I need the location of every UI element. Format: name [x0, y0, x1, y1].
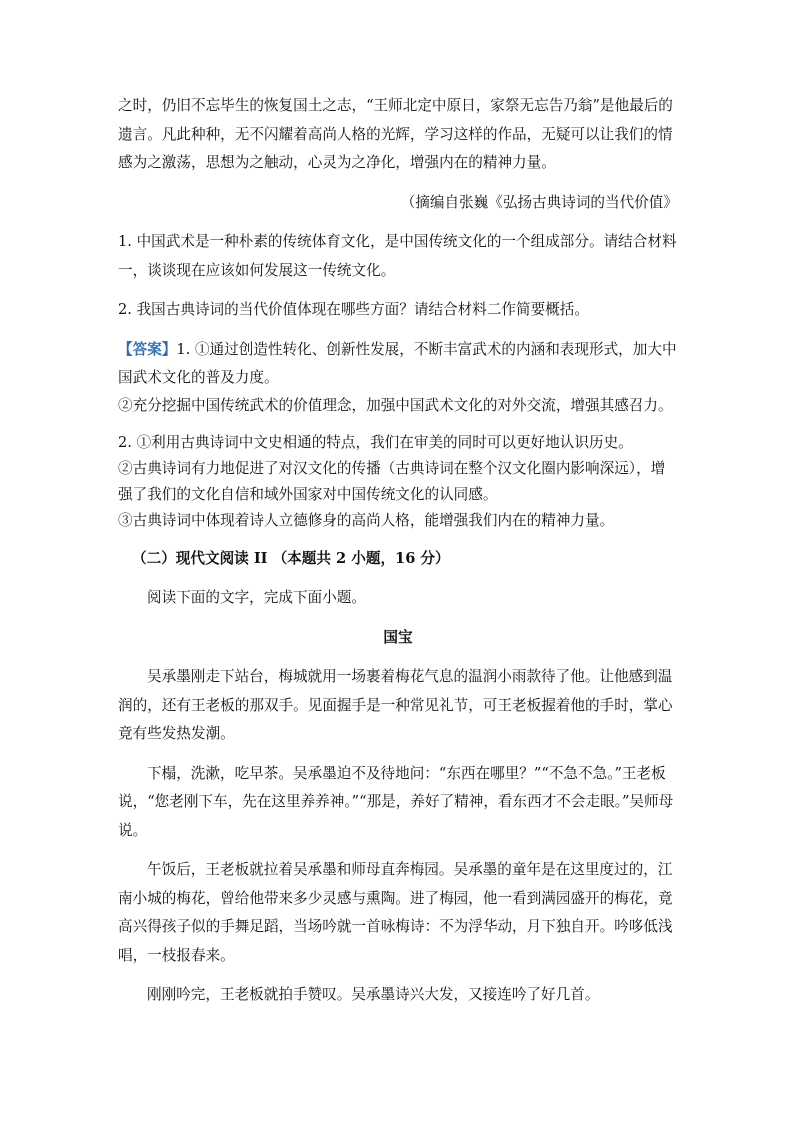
answer-1-first [118, 336, 678, 393]
story-paragraph-4: 刚刚吟完，王老板就拍手赞叹。吴承墨诗兴大发，又接连吟了好几首。 [147, 986, 600, 1003]
answer-1-first-text: 1. ①通过创造性转化、创新性发展，不断丰富武术的内涵和表现形式，加大中国武术文化的普及力度。 [118, 340, 677, 386]
material-paragraph: 之时，仍旧不忘毕生的恢复国土之志，“王师北定中原日，家祭无忘告乃翁”是他最后的遗言。凡此种种，无不闪耀着高尚人格的光辉，学习这样的作品，无疑可以让我们的情感为之激荡，思想为之触动，心灵为之净化，增强内在的精神力量。 [118, 97, 673, 171]
answer-2-first: 2. ①利用古典诗词中文史相通的特点，我们在审美的同时可以更好地认识历史。 [118, 433, 633, 451]
instruction-text: 阅读下面的文字，完成下面小题。 [147, 589, 366, 606]
story-paragraph-2: 下榻，洗漱，吃早茶。吴承墨迫不及待地问：“东西在哪里？”“不急不急。”王老板说，“您老刚下车，先在这里养养神。”“那是，养好了精神，看东西才不会走眼。”吴师母说。 [118, 764, 674, 839]
story-paragraph-1: 吴承墨刚走下站台，梅城就用一场裹着梅花气息的温润小雨款待了他。让他感到温润的，还有王老板的那双手。见面握手是一种常见礼节，可王老板握着他的手时，掌心竟有些发热发潮。 [118, 668, 673, 742]
story-paragraph-3: 午饭后，王老板就拉着吴承墨和师母直奔梅园。吴承墨的童年是在这里度过的，江南小城的梅花，曾给他带来多少灵感与熏陶。进了梅园，他一看到满园盛开的梅花，竟高兴得孩子似的手舞足蹈，当场吟就一首咏梅诗：不为浮华动，月下独自开。吟哆低浅唱，一枝报春来。 [118, 861, 673, 964]
answer-tag: 【答案】 [118, 340, 177, 358]
source-citation: （摘编自张巍《弘扬古典诗词的当代价值》 [400, 193, 678, 211]
section-heading: （二）现代文阅读 II （本题共 2 小题，16 分） [132, 549, 450, 567]
document-page [118, 92, 678, 1010]
story-title: 国宝 [383, 628, 413, 646]
answer-2-second: ②古典诗词有力地促进了对汉文化的传播（古典诗词在整个汉文化圈内影响深远），增强了我们的文化自信和域外国家对中国传统文化的认同感。 [118, 459, 666, 503]
answer-2-third: ③古典诗词中体现着诗人立德修身的高尚人格，能增强我们内在的精神力量。 [118, 511, 615, 529]
question-1: 1. 中国武术是一种朴素的传统体育文化，是中国传统文化的一个组成部分。请结合材料一，谈谈现在应该如何发展这一传统文化。 [118, 233, 677, 279]
answer-1-second: ②充分挖掘中国传统武术的价值理念，加强中国武术文化的对外交流，增强其感召力。 [118, 396, 673, 414]
question-2: 2. 我国古典诗词的当代价值体现在哪些方面？请结合材料二作简要概括。 [118, 301, 589, 318]
